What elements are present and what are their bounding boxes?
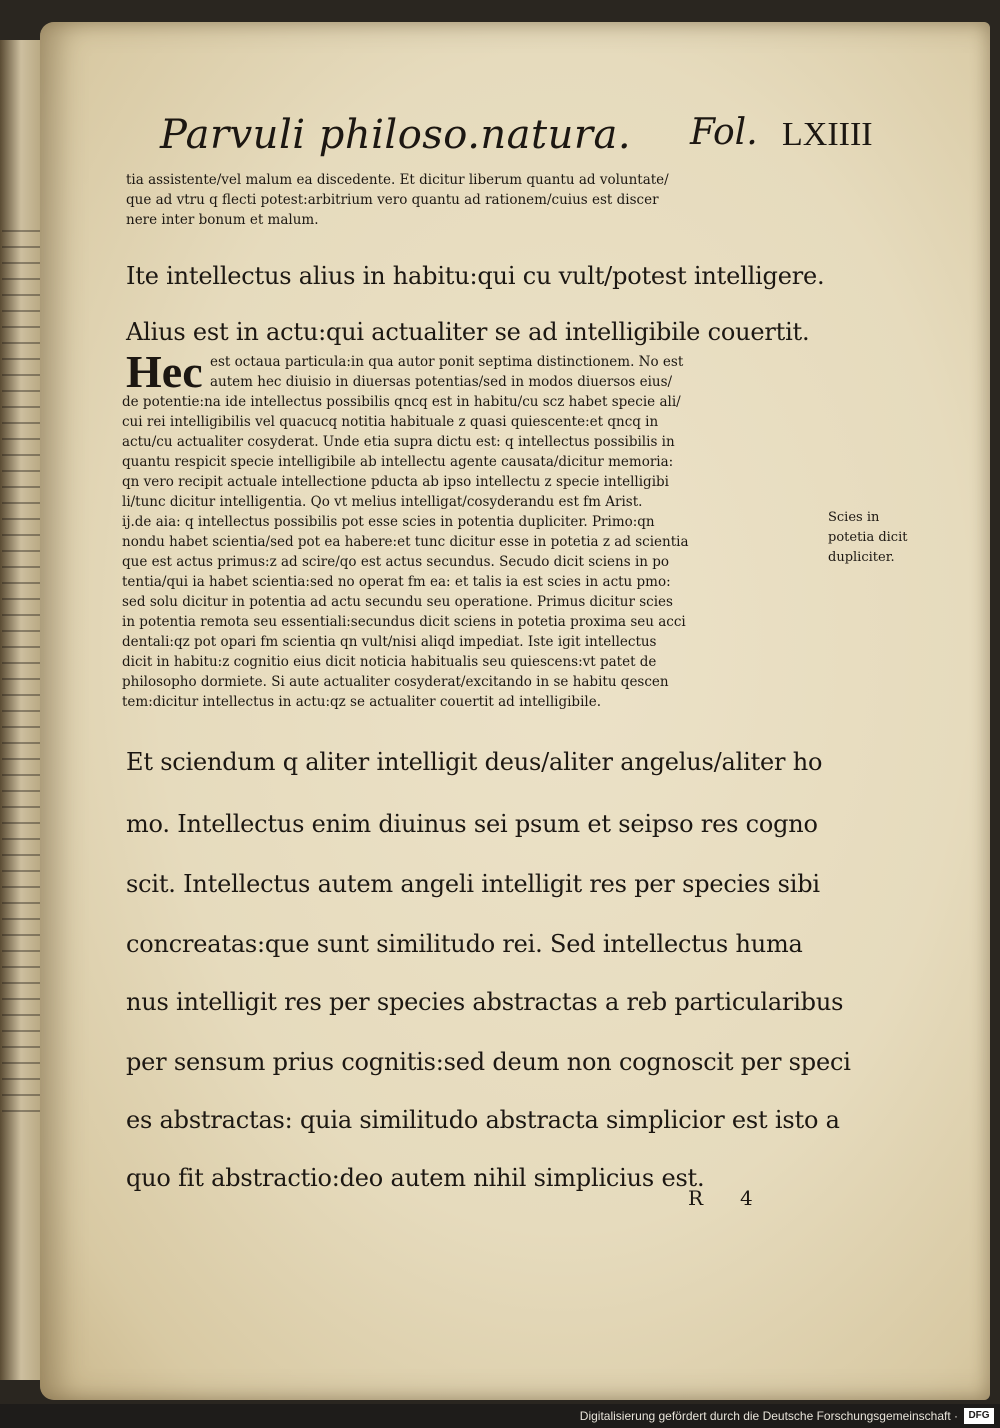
commentary-line: autem hec diuisio in diuersas potentias/sed in modos diuersos eius/ [210, 374, 673, 390]
top-line: que ad vtru q flecti potest:arbitrium vero quantu ad rationem/cuius est discer [126, 192, 659, 208]
top-line: nere inter bonum et malum. [126, 212, 319, 228]
commentary-line: sed solu dicitur in potentia ad actu secundu seu operatione. Primus dicitur scies [122, 594, 673, 610]
main-text-line: Ite intellectus alius in habitu:qui cu vult/potest intelligere. [126, 262, 825, 290]
main-text-line: mo. Intellectus enim diuinus sei psum et seipso res cogno [126, 810, 818, 838]
commentary-line: dicit in habitu:z cognitio eius dicit noticia habitualis seu quiescens:vt patet de [122, 654, 657, 670]
commentary-line: philosopho dormiete. Si aute actualiter cosyderat/excitando in se habitu qescen [122, 674, 669, 690]
margin-note: Scies in potetia dicit dupliciter. [828, 510, 908, 565]
folio-number: LXIIII [782, 116, 873, 153]
commentary-line: li/tunc dicitur intelligentia. Qo vt melius intelligat/cosyderandu est fm Arist. [122, 494, 643, 510]
main-text-line: scit. Intellectus autem angeli intelligit res per species sibi [126, 870, 820, 898]
main-text-line: es abstractas: quia similitudo abstracta simplicior est isto a [126, 1106, 840, 1134]
commentary-line: qn vero recipit actuale intellectione pducta ab ipso intellectu z specie intelligibi [122, 474, 669, 490]
commentary-line: cui rei intelligibilis vel quacucq notitia habituale z quasi quiescente:et qncq in [122, 414, 659, 430]
folio-label: Fol. [690, 112, 758, 153]
commentary-line: est octaua particula:in qua autor ponit septima distinctionem. No est [210, 354, 684, 370]
commentary-line: in potentia remota seu essentiali:secundus dicit sciens in potetia proxima seu acci [122, 614, 686, 630]
main-text-line: Et sciendum q aliter intelligit deus/aliter angelus/aliter ho [126, 748, 823, 776]
footer-credit: Digitalisierung gefördert durch die Deutsche Forschungsgemeinschaft · [579, 1409, 958, 1423]
main-text-line: nus intelligit res per species abstractas a reb particularibus [126, 988, 844, 1016]
main-text-line: quo fit abstractio:deo autem nihil simplicius est. [126, 1164, 705, 1192]
signature-letter: R [688, 1186, 704, 1210]
footer-bar [0, 1404, 1000, 1428]
commentary-line: dentali:qz pot opari fm scientia qn vult/nisi aliqd impediat. Iste igit intellectus [122, 634, 657, 650]
commentary-line: nondu habet scientia/sed pot ea habere:et tunc dicitur esse in potetia z ad scientia [122, 534, 689, 550]
commentary-line: ij.de aia: q intellectus possibilis pot esse scies in potentia dupliciter. Primo:qn [122, 514, 655, 530]
running-title: Parvuli philoso.natura. [160, 112, 632, 158]
drop-cap: Hec [126, 346, 203, 397]
commentary-line: quantu respicit specie intelligibile ab intellectu agente causata/dicitur memoria: [122, 454, 674, 470]
main-text-line: Alius est in actu:qui actualiter se ad intelligibile couertit. [126, 318, 810, 346]
commentary-line: tentia/qui ia habet scientia:sed no operat fm ea: et talis ia est scies in actu pmo: [122, 574, 671, 590]
main-text-line: per sensum prius cognitis:sed deum non cognoscit per speci [126, 1048, 851, 1076]
commentary-line: que est actus primus:z ad scire/qo est actus secundus. Secudo dicit sciens in po [122, 554, 670, 570]
commentary-line: tem:dicitur intellectus in actu:qz se actualiter couertit ad intelligibile. [122, 694, 601, 710]
top-line: tia assistente/vel malum ea discedente. Et dicitur liberum quantu ad voluntate/ [126, 172, 669, 188]
main-text-line: concreatas:que sunt similitudo rei. Sed intellectus huma [126, 930, 803, 958]
commentary-line: de potentie:na ide intellectus possibilis qncq est in habitu/cu scz habet specie ali/ [122, 394, 681, 410]
dfg-logo: DFG [964, 1408, 994, 1424]
commentary-line: actu/cu actualiter cosyderat. Unde etia supra dictu est: q intellectus possibilis in [122, 434, 675, 450]
signature-number: 4 [740, 1186, 753, 1210]
